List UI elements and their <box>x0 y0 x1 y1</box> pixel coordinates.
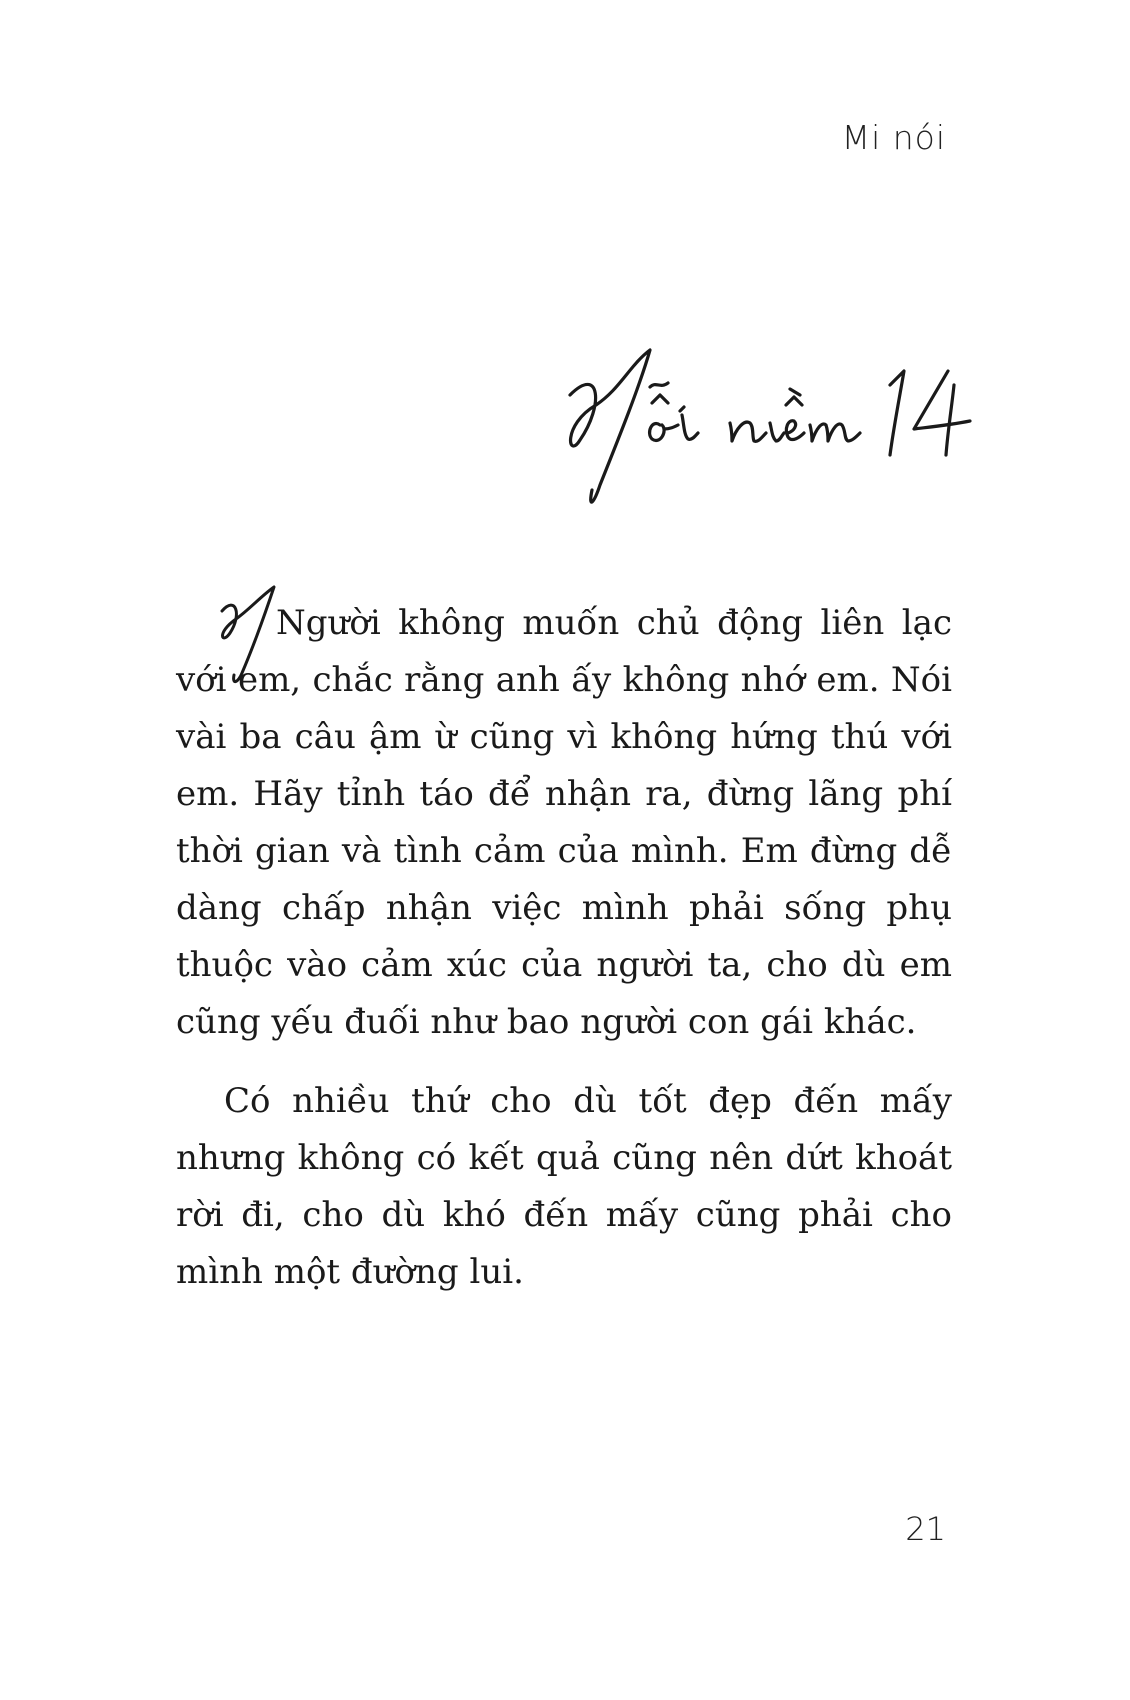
running-header: Mi nói <box>841 118 946 157</box>
page-number: 21 <box>905 1510 946 1548</box>
script-dot <box>680 407 684 411</box>
script-accent <box>650 383 668 403</box>
chapter-title <box>560 345 980 565</box>
script-letter-e <box>786 421 804 440</box>
script-letter-m <box>810 424 860 441</box>
body-text <box>176 595 952 1301</box>
script-letter-n2 <box>730 422 766 441</box>
paragraph-2: Có nhiều thứ cho dù tốt đẹp đến mấy nhưng không có kết quả cũng nên dứt khoát rời đi, cho dù khó đến mấy cũng phải cho mình một đường lui. <box>176 1081 952 1292</box>
dropcap-n <box>214 581 284 691</box>
script-digit-4 <box>914 371 970 455</box>
script-letter-n <box>570 350 650 502</box>
script-letter-o <box>650 424 678 441</box>
script-digit-1 <box>890 371 904 455</box>
script-letter-i2 <box>770 423 784 441</box>
paragraph-1: Người không muốn chủ động liên lạc với em, chắc rằng anh ấy không nhớ em. Nói vài ba câu ậm ừ cũng vì không hứng thú với em. Hãy tỉnh táo để nhận ra, đừng lãng phí thời gian và tình cảm của mình. Em đừng dễ dàng chấp nhận việc mình phải sống phụ thuộc vào cảm xúc của người ta, cho dù em cũng yếu đuối như bao người con gái khác. <box>176 603 952 1042</box>
script-accent2 <box>786 389 802 405</box>
chapter-title-script <box>560 345 980 565</box>
script-letter-i <box>682 415 698 439</box>
dropcap-script <box>214 581 284 691</box>
